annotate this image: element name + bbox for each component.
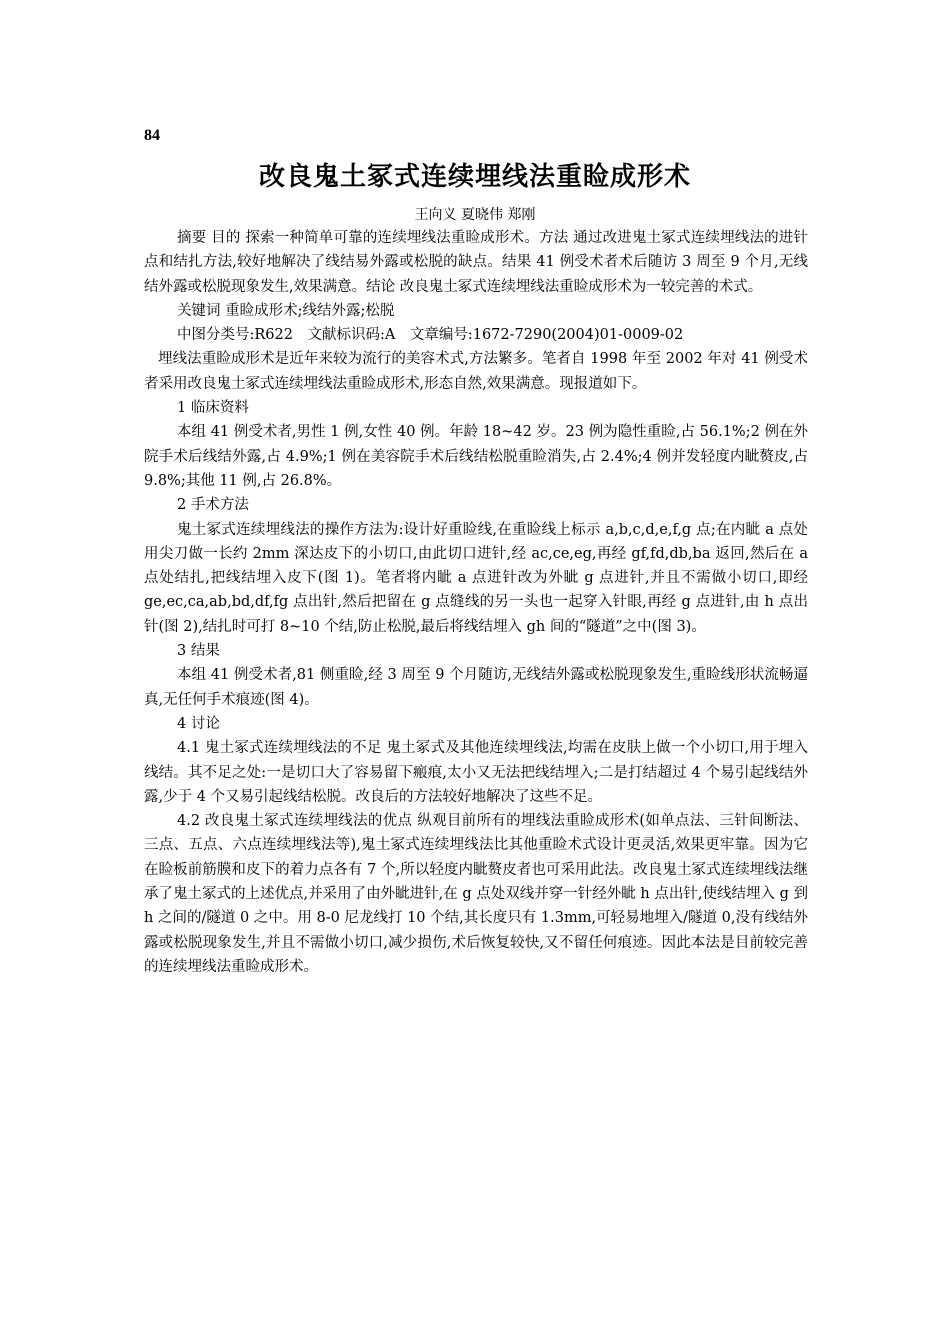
section-3-heading: 3 结果 [177, 643, 220, 660]
section-4-heading: 4 讨论 [177, 715, 220, 732]
abstract: 摘要 目的 探索一种简单可靠的连续埋线法重睑成形术。方法 通过改进鬼土冢式连续埋线法的进针点和结扎方法,较好地解决了线结易外露或松脱的缺点。结果 41 例受术者术后随访 3 周至 9 个月,无线结外露或松脱现象发生,效果满意。结论 改良鬼土冢式连续埋线法重睑成形术为一较完善的术式。 [144, 230, 808, 295]
page-number: 84 [144, 127, 160, 144]
section-3-text: 本组 41 例受术者,81 侧重睑,经 3 周至 9 个月随访,无线结外露或松脱现象发生,重睑线形状流畅逼真,无任何手术痕迹(图 4)。 [144, 667, 808, 708]
classification: 中图分类号:R622 文献标识码:A 文章编号:1672-7290(2004)01-0009-02 [177, 327, 684, 344]
article-body [144, 226, 808, 979]
intro-paragraph: 埋线法重睑成形术是近年来较为流行的美容术式,方法繁多。笔者自 1998 年至 2002 年对 41 例受术者采用改良鬼土冢式连续埋线法重睑成形术,形态自然,效果满意。现报道如下。 [144, 351, 808, 392]
section-1-text: 本组 41 例受术者,男性 1 例,女性 40 例。年龄 18~42 岁。23 例为隐性重睑,占 56.1%;2 例在外院手术后线结外露,占 4.9%;1 例在美容院手术后线结松脱重睑消失,占 2.4%;4 例并发轻度内眦赘皮,占 9.8%;其他 11 例,占 26.8%。 [144, 424, 808, 489]
article-title: 改良鬼土冢式连续埋线法重睑成形术 [258, 162, 691, 192]
section-2-text: 鬼土冢式连续埋线法的操作方法为:设计好重睑线,在重睑线上标示 a,b,c,d,e,f,g 点;在内眦 a 点处用尖刀做一长约 2mm 深达皮下的小切口,由此切口进针,经 ac,ce,eg,再经 gf,fd,db,ba 返回,然后在 a 点处结扎,把线结埋入皮下(图 1)。笔者将内眦 a 点进针改为外眦 g 点进针,并且不需做小切口,即经 ge,ec,ca,ab,bd,df,fg 点出针,然后把留在 g 点缝线的另一头也一起穿入针眼,再经 g 点进针,由 h 点出针(图 2),结扎时可打 8~10 个结,防止松脱,最后将线结埋入 gh 间的“隧道”之中(图 3)。 [144, 521, 808, 635]
section-1-heading: 1 临床资料 [177, 400, 249, 417]
section-4-1-text: 4.1 鬼土冢式连续埋线法的不足 鬼土冢式及其他连续埋线法,均需在皮肤上做一个小切口,用于埋入线结。其不足之处:一是切口大了容易留下瘢痕,太小又无法把线结埋入;二是打结超过 4 个易引起线结外露,少于 4 个又易引起线结松脱。改良后的方法较好地解决了这些不足。 [144, 740, 808, 805]
authors: 王向义 夏晓伟 郑刚 [414, 207, 536, 223]
section-2-heading: 2 手术方法 [177, 497, 249, 514]
keywords: 关键词 重睑成形术;线结外露;松脱 [177, 302, 395, 319]
section-4-2-text: 4.2 改良鬼土冢式连续埋线法的优点 纵观目前所有的埋线法重睑成形术(如单点法、三针间断法、三点、五点、六点连续埋线法等),鬼土冢式连续埋线法比其他重睑术式设计更灵活,效果更牢靠。因为它在睑板前筋膜和皮下的着力点各有 7 个,所以轻度内眦赘皮者也可采用此法。改良鬼土冢式连续埋线法继承了鬼土冢式的上述优点,并采用了由外眦进针,在 g 点处双线并穿一针经外眦 h 点出针,使线结埋入 g 到 h 之间的/隧道 0 之中。用 8-0 尼龙线打 10 个结,其长度只有 1.3mm,可轻易地埋入/隧道 0,没有线结外露或松脱现象发生,并且不需做小切口,减少损伤,术后恢复较快,又不留任何痕迹。因此本法是目前较完善的连续埋线法重睑成形术。 [144, 813, 808, 975]
